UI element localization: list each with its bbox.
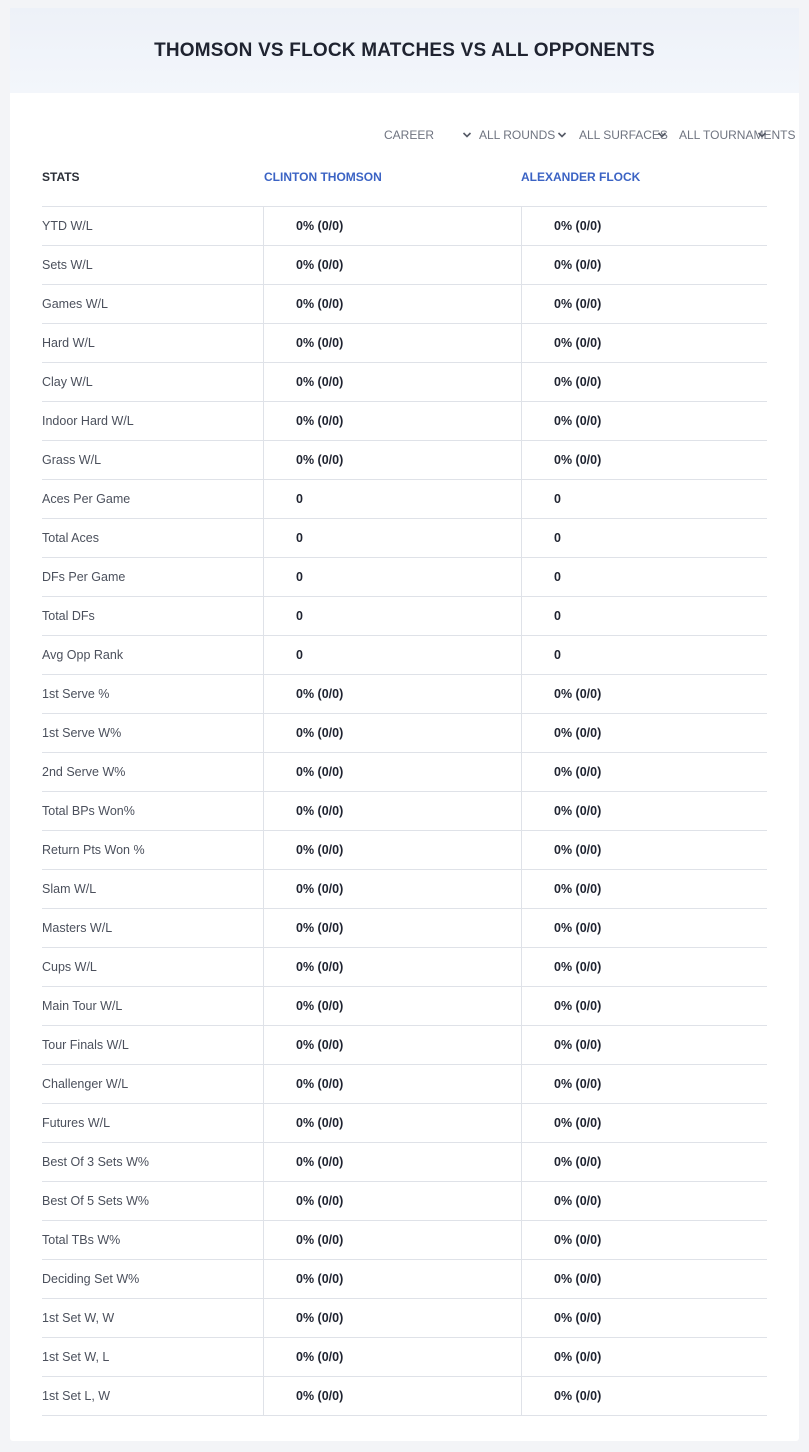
chevron-down-icon [557, 130, 567, 140]
surfaces-filter-select[interactable] [579, 124, 667, 146]
player2-value-cell: 0% (0/0) [521, 441, 767, 479]
table-row [42, 987, 767, 1026]
player1-value-cell: 0% (0/0) [263, 1065, 521, 1103]
stat-label-cell: Challenger W/L [42, 1077, 129, 1091]
player1-value-cell: 0% (0/0) [263, 675, 521, 713]
player1-value-cell: 0% (0/0) [263, 714, 521, 752]
stat-label-cell: Return Pts Won % [42, 843, 145, 857]
stat-label-cell: Aces Per Game [42, 492, 131, 506]
stat-label-cell: 1st Serve W% [42, 726, 122, 740]
player1-value-cell: 0% (0/0) [263, 948, 521, 986]
player1-value-cell: 0% (0/0) [263, 1299, 521, 1337]
player2-value-cell: 0 [521, 558, 767, 596]
player2-value-cell: 0% (0/0) [521, 1221, 767, 1259]
stat-label-cell: Best Of 5 Sets W% [42, 1194, 149, 1208]
table-row [42, 714, 767, 753]
table-row [42, 1299, 767, 1338]
player1-value-cell: 0% (0/0) [263, 324, 521, 362]
player2-value-cell: 0% (0/0) [521, 792, 767, 830]
stat-label-cell: Cups W/L [42, 960, 97, 974]
rounds-filter-label: ALL ROUNDS [479, 128, 556, 142]
player2-value-cell: 0% (0/0) [521, 1299, 767, 1337]
stat-label-cell: Total TBs W% [42, 1233, 121, 1247]
player1-value-cell: 0% (0/0) [263, 987, 521, 1025]
stat-label-cell: Main Tour W/L [42, 999, 123, 1013]
player1-value-cell: 0% (0/0) [263, 207, 521, 245]
player1-value-cell: 0 [263, 519, 521, 557]
player2-value-cell: 0% (0/0) [521, 1260, 767, 1298]
player2-value-cell: 0% (0/0) [521, 324, 767, 362]
player1-value-cell: 0% (0/0) [263, 870, 521, 908]
stat-label-cell: Avg Opp Rank [42, 648, 124, 662]
tournaments-filter-select[interactable] [679, 124, 796, 146]
player1-value-cell: 0% (0/0) [263, 1104, 521, 1142]
player1-value-cell: 0% (0/0) [263, 792, 521, 830]
table-row [42, 285, 767, 324]
stat-label-cell: Clay W/L [42, 375, 93, 389]
table-row [42, 558, 767, 597]
stat-label-cell: Total BPs Won% [42, 804, 135, 818]
player2-column-header-link[interactable]: ALEXANDER FLOCK [521, 170, 641, 184]
table-row [42, 519, 767, 558]
player2-value-cell: 0 [521, 519, 767, 557]
stat-label-cell: Grass W/L [42, 453, 102, 467]
stat-label-cell: DFs Per Game [42, 570, 126, 584]
chevron-down-icon [757, 130, 767, 140]
player2-value-cell: 0% (0/0) [521, 1065, 767, 1103]
table-row [42, 831, 767, 870]
table-row [42, 597, 767, 636]
player1-value-cell: 0% (0/0) [263, 831, 521, 869]
player1-value-cell: 0% (0/0) [263, 1026, 521, 1064]
stat-label-cell: Best Of 3 Sets W% [42, 1155, 149, 1169]
stats-table-body [42, 207, 767, 1416]
table-row [42, 324, 767, 363]
player2-value-cell: 0% (0/0) [521, 402, 767, 440]
player1-value-cell: 0% (0/0) [263, 1260, 521, 1298]
player1-value-cell: 0 [263, 480, 521, 518]
player1-value-cell: 0% (0/0) [263, 753, 521, 791]
player1-value-cell: 0% (0/0) [263, 441, 521, 479]
table-row [42, 909, 767, 948]
player2-value-cell: 0% (0/0) [521, 831, 767, 869]
stat-label-cell: Total DFs [42, 609, 95, 623]
stat-label-cell: Total Aces [42, 531, 99, 545]
stat-label-cell: Slam W/L [42, 882, 97, 896]
career-filter-label: CAREER [384, 128, 435, 142]
player2-value-cell: 0% (0/0) [521, 207, 767, 245]
stat-label-cell: YTD W/L [42, 219, 93, 233]
table-row [42, 363, 767, 402]
table-row [42, 1221, 767, 1260]
stats-card [10, 8, 799, 1441]
table-row [42, 480, 767, 519]
player2-value-cell: 0% (0/0) [521, 1143, 767, 1181]
player2-value-cell: 0% (0/0) [521, 246, 767, 284]
player1-value-cell: 0% (0/0) [263, 402, 521, 440]
stat-label-cell: Hard W/L [42, 336, 95, 350]
rounds-filter-select[interactable] [479, 124, 567, 146]
player1-value-cell: 0% (0/0) [263, 285, 521, 323]
table-row [42, 246, 767, 285]
table-row [42, 675, 767, 714]
player2-value-cell: 0% (0/0) [521, 363, 767, 401]
player2-value-cell: 0 [521, 636, 767, 674]
player1-value-cell: 0% (0/0) [263, 246, 521, 284]
tournaments-filter-label: ALL TOURNAMENTS [679, 128, 796, 142]
table-row [42, 441, 767, 480]
stat-label-cell: 1st Set L, W [42, 1389, 111, 1403]
table-row [42, 1377, 767, 1416]
stat-label-cell: Tour Finals W/L [42, 1038, 129, 1052]
stat-label-cell: 1st Set W, W [42, 1311, 115, 1325]
stat-label-cell: 2nd Serve W% [42, 765, 126, 779]
table-row [42, 402, 767, 441]
chevron-down-icon [657, 130, 667, 140]
table-row [42, 1065, 767, 1104]
player2-value-cell: 0% (0/0) [521, 714, 767, 752]
stat-label-cell: 1st Serve % [42, 687, 110, 701]
player2-value-cell: 0% (0/0) [521, 1182, 767, 1220]
player2-value-cell: 0% (0/0) [521, 1377, 767, 1415]
player2-value-cell: 0% (0/0) [521, 1338, 767, 1376]
stats-column-header: STATS [42, 170, 80, 184]
player1-value-cell: 0 [263, 597, 521, 635]
player1-value-cell: 0 [263, 558, 521, 596]
player1-value-cell: 0% (0/0) [263, 1221, 521, 1259]
player2-value-cell: 0% (0/0) [521, 1104, 767, 1142]
player1-value-cell: 0% (0/0) [263, 1338, 521, 1376]
player1-value-cell: 0% (0/0) [263, 909, 521, 947]
career-filter-select[interactable] [384, 124, 472, 146]
stat-label-cell: Indoor Hard W/L [42, 414, 134, 428]
table-row [42, 1104, 767, 1143]
card-header [10, 8, 799, 93]
table-row [42, 792, 767, 831]
player2-value-cell: 0% (0/0) [521, 285, 767, 323]
player1-value-cell: 0 [263, 636, 521, 674]
table-header [42, 166, 767, 207]
player1-column-header-link[interactable]: CLINTON THOMSON [264, 170, 382, 184]
table-row [42, 207, 767, 246]
player2-value-cell: 0% (0/0) [521, 675, 767, 713]
player2-value-cell: 0% (0/0) [521, 909, 767, 947]
player2-value-cell: 0% (0/0) [521, 1026, 767, 1064]
table-row [42, 1026, 767, 1065]
stat-label-cell: Sets W/L [42, 258, 93, 272]
player2-value-cell: 0 [521, 480, 767, 518]
table-row [42, 1260, 767, 1299]
stat-label-cell: 1st Set W, L [42, 1350, 110, 1364]
player2-value-cell: 0% (0/0) [521, 870, 767, 908]
player2-value-cell: 0% (0/0) [521, 753, 767, 791]
stat-label-cell: Deciding Set W% [42, 1272, 140, 1286]
player1-value-cell: 0% (0/0) [263, 363, 521, 401]
filter-bar [10, 124, 799, 146]
player1-value-cell: 0% (0/0) [263, 1377, 521, 1415]
table-row [42, 1182, 767, 1221]
stat-label-cell: Games W/L [42, 297, 108, 311]
table-row [42, 870, 767, 909]
table-row [42, 948, 767, 987]
stat-label-cell: Masters W/L [42, 921, 113, 935]
player2-value-cell: 0% (0/0) [521, 987, 767, 1025]
surfaces-filter-label: ALL SURFACES [579, 128, 668, 142]
table-row [42, 636, 767, 675]
player2-value-cell: 0 [521, 597, 767, 635]
page-title: THOMSON VS FLOCK MATCHES VS ALL OPPONENTS [154, 39, 655, 61]
stat-label-cell: Futures W/L [42, 1116, 111, 1130]
player2-value-cell: 0% (0/0) [521, 948, 767, 986]
chevron-down-icon [462, 130, 472, 140]
player1-value-cell: 0% (0/0) [263, 1182, 521, 1220]
table-row [42, 753, 767, 792]
table-row [42, 1143, 767, 1182]
player1-value-cell: 0% (0/0) [263, 1143, 521, 1181]
table-row [42, 1338, 767, 1377]
